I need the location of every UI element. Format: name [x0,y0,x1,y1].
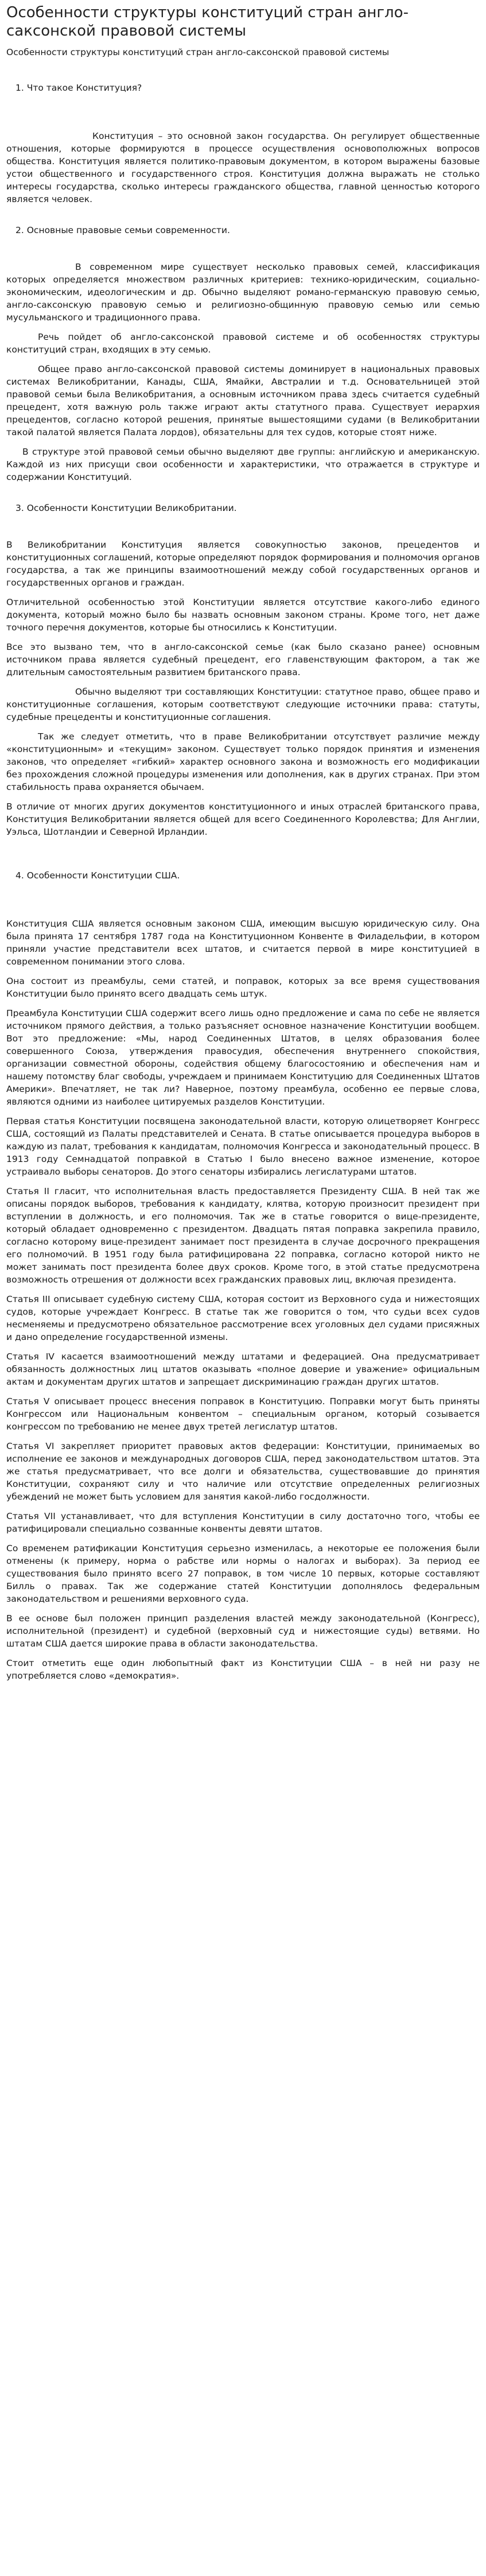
section-4-paragraph-9: Статья VI закрепляет приоритет правовых актов федерации: Конституции, принимаемых во исполнение ее законов и международных договоров США, перед законодательством штатов. Эта же статья предусматривает, что все долги и обязательства, существовавшие до принятия Конституции, сохраняют силу и что наличие или отсутствие определенных религиозных убеждений не может быть условием для занятия какой-либо госдолжности. [6,1441,480,1502]
section-4-paragraph-3: Преамбула Конституции США содержит всего лишь одно предложение и сама по себе не является источником прямого действия, а только разъясняет основное назначение Конституции вообщем. Вот это предложение: «Мы, народ Соединенных Штатов, в целях образования более совершенного Союза, утверждения правосудия, обеспечения внутреннего спокойствия, организации совместной обороны, содействия общему благосостоянию и обеспечения нам и нашему потомству благ свободы, учреждаем и принимаем Конституцию для Соединенных Штатов Америки». Впечатляет, не так ли? Наверное, поэтому преамбула, особенно ее первые слова, являются одними из наиболее цитируемых разделов Конституции. [6,1008,480,1107]
section-4-paragraph-6: Статья III описывает судебную систему США, которая состоит из Верховного суда и нижестоящих судов, которые учреждает Конгресс. В статье так же говорится о том, что судьи всех судов несменяемы и предусмотрено обязательное рассмотрение всех уголовных дел судами присяжных и дано определение государственной измены. [6,1294,480,1342]
section-4-paragraph-1: Конституция США является основным законом США, имеющим высшую юридическую силу. Она была принята 17 сентября 1787 года на Конституционном Конвенте в Филадельфии, в котором приняли участие представители всех штатов, и считается первой в мире конституцией в современном понимании этого слова. [6,919,480,967]
section-4-paragraph-4: Первая статья Конституции посвящена законодательной власти, которую олицетворяет Конгресс США, состоящий из Палаты представителей и Сената. В статье описывается процедура выборов в каждую из палат, требования к кандидатам, полномочия Конгресса и законодательный процесс. В 1913 году Семнадцатой поправкой в Статью I было внесено важное изменение, которое устраивало выборы сенаторов. До этого сенаторы избирались легислатурами штатов. [6,1116,480,1177]
section-4-paragraph-5: Статья II гласит, что исполнительная власть предоставляется Президенту США. В ней так же описаны порядок выборов, требования к кандидату, клятва, которую произносит президент при вступлении в должность, и его полномочия. Так же в статье говорится о вице-президенте, который обладает одновременно с президентом. Двадцать пятая поправка закрепила правило, согласно которому вице-президент занимает пост президента в случае досрочного прекращения его полномочий. В 1951 году была ратифицирована 22 поправка, согласно которой никто не может занимать пост президента более двух сроков. Кроме того, в этой статье предусмотрена возможность отрешения от должности всех гражданских правовых лиц, включая президента. [6,1186,480,1285]
section-heading-2: 2. Основные правовые семьи современности. [15,225,230,235]
section-3-paragraph-3: Все это вызвано тем, что в англо-саксонской семье (как было сказано ранее) основным источником права является судебный прецедент, его главенствующим фактором, а так же длительным самостоятельным развитием британского права. [6,642,480,677]
section-2-paragraph-1: В современном мире существует несколько правовых семей, классификация которых определяется множеством различных критериев: технико-юридическим, социально-экономическим, идеологическим и др. Обычно выделяют романо-германскую правовую семью, англо-саксонскую правовую семью и религиозно-общинную правовую семью или семью мусульманского и традиционного права. [6,262,480,323]
section-3-paragraph-6: В отличие от многих других документов конституционного и иных отраслей британского права, Конституция Великобритании является общей для всего Соединенного Королевства; Для Англии, Уэльса, Шотландии и Северной Ирландии. [6,801,480,837]
section-3-paragraph-5: Так же следует отметить, что в праве Великобритании отсутствует различие между «конституционным» и «текущим» законом. Существует только порядок принятия и изменения законов, что определяет «гибкий» характер основного закона и возможность его модификации без прохождения сложной процедуры изменения или дополнения, как в других странах. При этом стабильность права охраняется обычаем. [6,731,480,792]
section-3-paragraph-1: В Великобритании Конституция является совокупностью законов, прецедентов и конституционных соглашений, которые определяют порядок формирования и полномочия органов государства, а так же принципы взаимоотношений между собой государственных органов и государственных органов и граждан. [6,540,480,588]
section-3-paragraph-4: Обычно выделяют три составляющих Конституции: статутное право, общее право и конституционные соглашения, которым соответствуют следующие источники права: статуты, судебные прецеденты и конституционные соглашения. [6,687,480,722]
page-title: Особенности структуры конституций стран англо-саксонской правовой системы [6,4,409,40]
section-4-paragraph-2: Она состоит из преамбулы, семи статей, и поправок, которых за все время существования Конституции было принято всего двадцать семь штук. [6,976,480,999]
section-4-paragraph-8: Статья V описывает процесс внесения поправок в Конституцию. Поправки могут быть приняты Конгрессом или Национальным конвентом – специальным органом, который созывается конгрессом по требованию не менее двух третей легислатур штатов. [6,1396,480,1432]
section-heading-4: 4. Особенности Конституции США. [15,870,180,881]
section-2-paragraph-2: Речь пойдет об англо-саксонской правовой системе и об особенностях структуры конституций стран, входящих в эту семью. [6,332,480,355]
section-heading-1: 1. Что такое Конституция? [15,83,142,93]
section-3-paragraph-2: Отличительной особенностью этой Конституции является отсутствие какого-либо единого документа, который можно было бы назвать основным законом страны. Кроме того, нет даже точного перечня документов, которые бы относились к Конституции. [6,597,480,633]
section-4-paragraph-12: В ее основе был положен принцип разделения властей между законодательной (Конгресс), исполнительной (президент) и судебной (верховный суд и нижестоящие суды) ветвями. Но штатам США дается широкие права в области законодательства. [6,1613,480,1649]
section-2-paragraph-4: В структуре этой правовой семьи обычно выделяют две группы: английскую и американскую. Каждой из них присущи свои особенности и характеристики, что отражается в структуре и содержании Конституций. [6,447,480,482]
section-4-paragraph-11: Со временем ратификации Конституция серьезно изменилась, а некоторые ее положения были отменены (к примеру, норма о рабстве или нормы о налогах и выборах). За период ее существования было принято всего 27 поправок, в том числе 10 первых, которые составляют Билль о правах. Так же содержание статей Конституции дополнялось федеральным законодательством и решениями верховного суда. [6,1543,480,1604]
section-heading-3: 3. Особенности Конституции Великобритании. [15,503,237,513]
section-1-paragraph-1: Конституция – это основной закон государства. Он регулирует общественные отношения, которые формируются в процессе осуществления основополюжных вопросов общества. Конституция является политико-правовым документом, в котором выражены базовые устои общественного и государственного строя. Конституция должна выражать не столько интересы государства, сколько интересы гражданского общества, главной ценностью которого является человек. [6,131,480,204]
section-4-paragraph-7: Статья IV касается взаимоотношений между штатами и федерацией. Она предусматривает обязанность должностных лиц штатов оказывать «полное доверие и уважение» официальным актам и документам других штатов и запрещает дискриминацию граждан других штатов. [6,1351,480,1387]
section-4-paragraph-13: Стоит отметить еще один любопытный факт из Конституции США – в ней ни разу не употребляется слово «демократия». [6,1658,480,1681]
section-2-paragraph-3: Общее право англо-саксонской правовой системы доминирует в национальных правовых системах Великобритании, Канады, США, Ямайки, Австралии и т.д. Основательницей этой правовой семьи была Великобритания, а основным источником права здесь считается судебный прецедент, хотя важную роль также играют акты статутного права. Существует иерархия прецедентов, согласно которой решения, принятые вышестоящими судами (в Великобритании такой палатой является Палата лордов), обязательны для тех судов, которые стоят ниже. [6,364,480,437]
section-4-paragraph-10: Статья VII устанавливает, что для вступления Конституции в силу достаточно того, чтобы ее ратифицировали специально созванные конвенты девяти штатов. [6,1511,480,1534]
page-subtitle: Особенности структуры конституций стран англо-саксонской правовой системы [6,47,390,57]
